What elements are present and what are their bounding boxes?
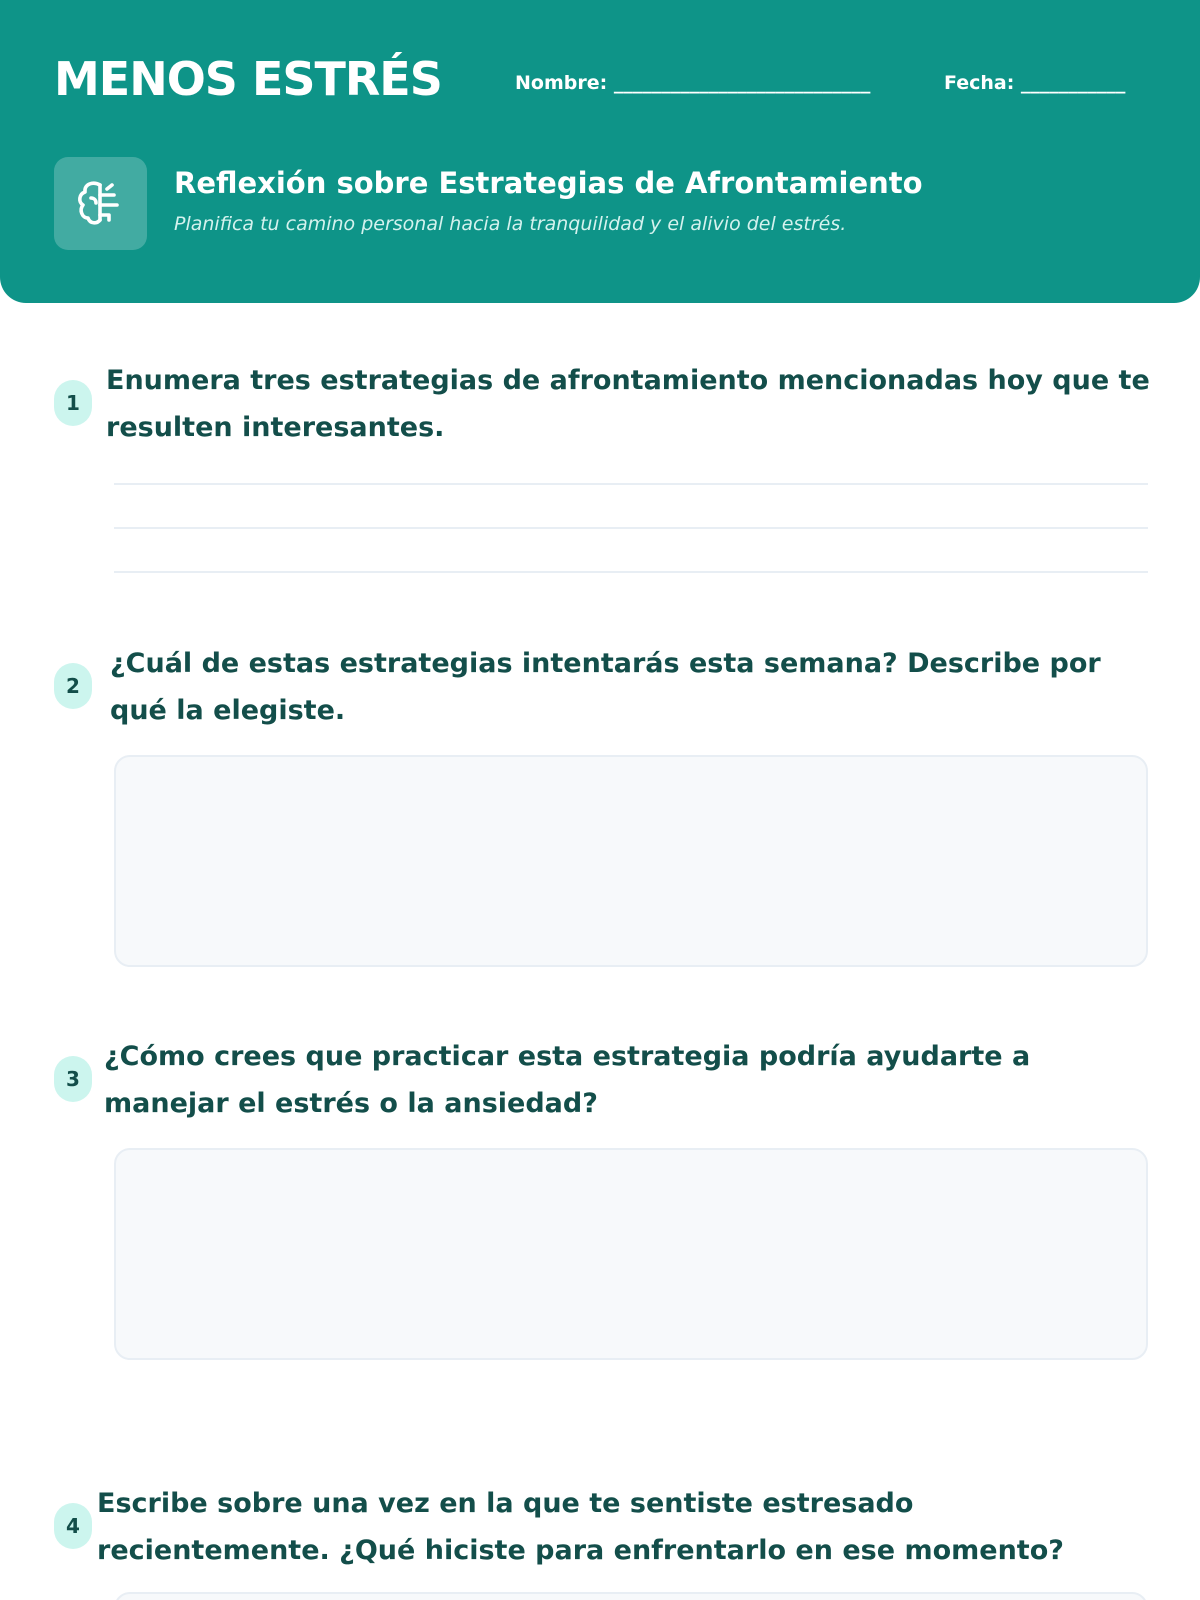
- brand-title: MENOS ESTRÉS: [54, 52, 442, 106]
- header-banner: [0, 0, 1200, 303]
- answer-line[interactable]: [114, 527, 1148, 529]
- question-number-badge: 4: [54, 1503, 92, 1549]
- name-field[interactable]: Nombre: ___________________________: [515, 72, 871, 94]
- answer-box[interactable]: [114, 1592, 1148, 1600]
- brain-icon: [76, 178, 126, 228]
- answer-line[interactable]: [114, 483, 1148, 485]
- brain-icon-box: [54, 157, 147, 250]
- date-field[interactable]: Fecha: ___________: [944, 72, 1126, 94]
- question-text: Enumera tres estrategias de afrontamiento mencionadas hoy que te resulten interesantes.: [106, 365, 1150, 443]
- question-text: Escribe sobre una vez en la que te sentiste estresado recientemente. ¿Qué hiciste para enfrentarlo en ese momento?: [97, 1488, 1064, 1566]
- answer-box[interactable]: [114, 755, 1148, 967]
- question-text: ¿Cómo crees que practicar esta estrategia podría ayudarte a manejar el estrés o la ansiedad?: [104, 1041, 1031, 1119]
- answer-box[interactable]: [114, 1148, 1148, 1360]
- worksheet-subtitle: Planifica tu camino personal hacia la tranquilidad y el alivio del estrés.: [174, 213, 847, 235]
- question-number-badge: 3: [54, 1056, 92, 1102]
- question-number-badge: 1: [54, 380, 92, 426]
- answer-line[interactable]: [114, 571, 1148, 573]
- question-text: ¿Cuál de estas estrategias intentarás esta semana? Describe por qué la elegiste.: [110, 648, 1101, 726]
- question-number-badge: 2: [54, 663, 92, 709]
- worksheet-title: Reflexión sobre Estrategias de Afrontamiento: [174, 166, 923, 200]
